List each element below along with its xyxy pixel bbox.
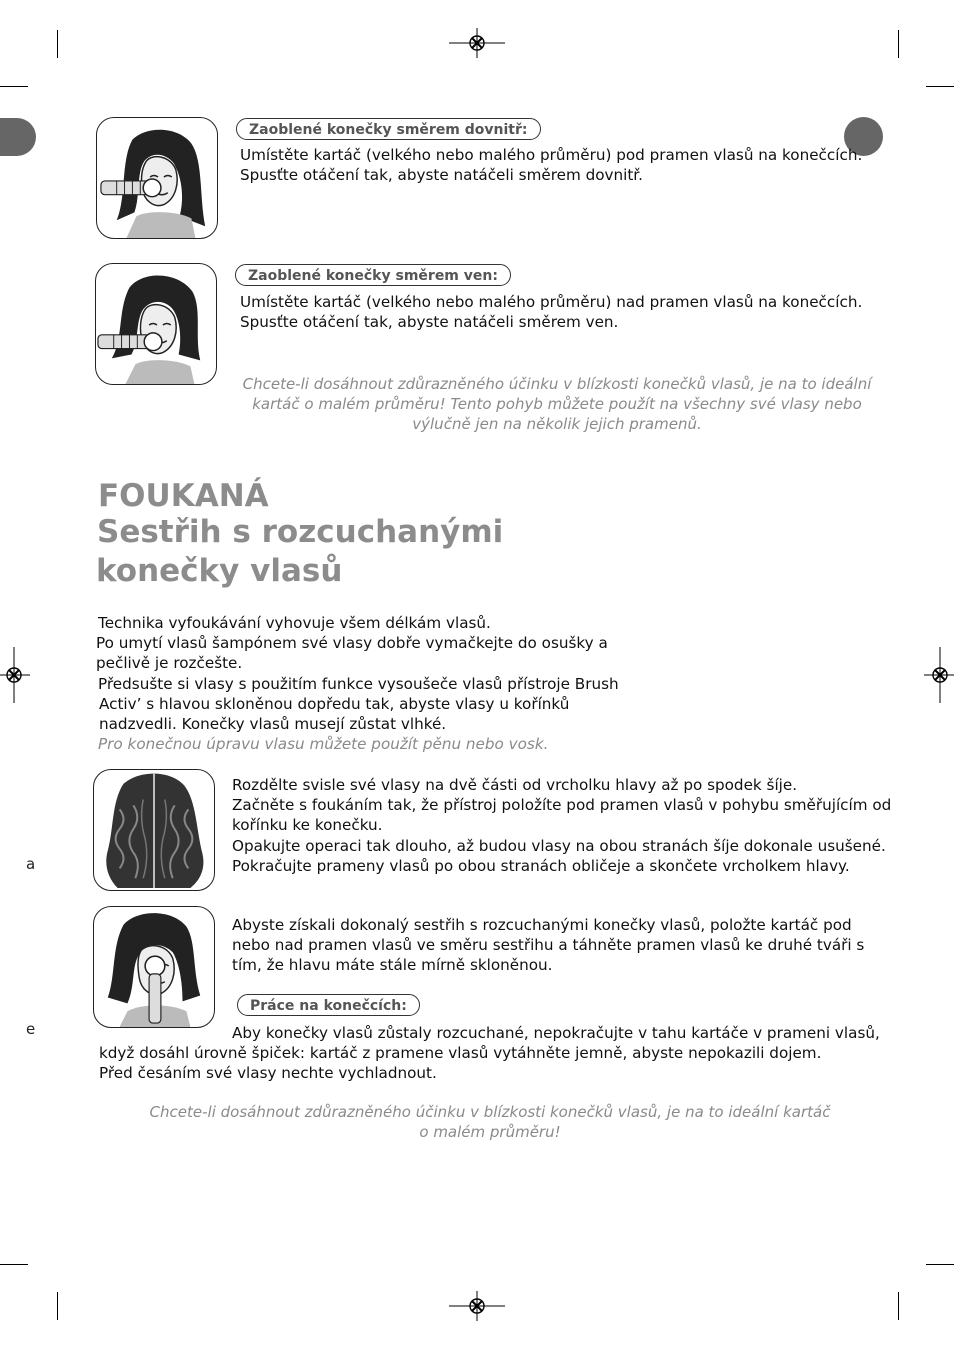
- ends-text-rest: [99, 1043, 821, 1083]
- illustration-curl-inward: [96, 117, 218, 239]
- intro-tip: Pro konečnou úpravu vlasu můžete použít pěnu nebo vosk.: [98, 735, 549, 754]
- ends-text-line1: Aby konečky vlasů zůstaly rozcuchané, nepokračujte v tahu kartáče v prameni vlasů,: [232, 1024, 880, 1042]
- text-line: když dosáhl úrovně špiček: kartáč z pramene vlasů vytáhněte jemně, abyste nepokazili dojem.: [99, 1044, 822, 1062]
- note-line: výlučně jen na několik jejich pramenů.: [412, 415, 702, 434]
- text-line: Umístěte kartáč (velkého nebo malého průměru) nad pramen vlasů na konečcích.: [240, 293, 863, 311]
- text-line: Spusťte otáčení tak, abyste natáčeli směrem dovnitř.: [240, 166, 643, 185]
- note-line: kartáč o malém průměru! Tento pohyb můžete použít na všechny své vlasy nebo: [252, 395, 862, 414]
- registration-target-left-icon: [0, 647, 30, 703]
- text-line: Předsušte si vlasy s použitím funkce vysoušeče vlasů přístroje Brush: [98, 674, 619, 693]
- note-line: Chcete-li dosáhnout zdůrazněného účinku v blízkosti konečků vlasů, je na to ideální kartáč: [149, 1103, 831, 1121]
- section-label-curl-outward: Zaoblené konečky směrem ven:: [235, 264, 511, 286]
- illustration-hair-back-parting: [93, 769, 215, 891]
- text-line: kořínku ke konečku.: [232, 816, 383, 835]
- left-page-tab: [0, 118, 36, 156]
- margin-letter: e: [26, 1020, 36, 1038]
- text-line: Pokračujte prameny vlasů po obou stranách obličeje a skončete vrcholkem hlavy.: [232, 856, 850, 875]
- text-line: Před česáním své vlasy nechte vychladnout.: [99, 1064, 437, 1083]
- illustration-tousled-ends: [93, 906, 215, 1028]
- registration-target-top-icon: [449, 28, 505, 58]
- text-line: nadzvedli. Konečky vlasů musejí zůstat vlhké.: [99, 715, 447, 734]
- section-heading: FOUKANÁ: [98, 478, 269, 514]
- tip-note-final: [120, 1102, 860, 1142]
- margin-letter: a: [26, 855, 36, 873]
- tip-note-small-brush: [220, 374, 894, 435]
- text-line: Začněte s foukáním tak, že přístroj položíte pod pramen vlasů v pohybu směřujícím od: [232, 796, 892, 815]
- section-text-curl-outward: [240, 292, 862, 332]
- note-line: o malém průměru!: [419, 1123, 561, 1142]
- section-subheading-line2: konečky vlasů: [96, 553, 343, 589]
- text-line: Po umytí vlasů šampónem své vlasy dobře vymačkejte do osušky a: [96, 634, 608, 653]
- registration-target-bottom-icon: [449, 1291, 505, 1321]
- text-line: Activ’ s hlavou skloněnou dopředu tak, abyste vlasy u kořínků: [99, 694, 570, 713]
- text-line: Umístěte kartáč (velkého nebo malého průměru) pod pramen vlasů na konečcích.: [240, 146, 863, 164]
- text-line: tím, že hlavu máte stále mírně skloněnou.: [232, 956, 553, 975]
- text-line: Spusťte otáčení tak, abyste natáčeli směrem ven.: [240, 313, 619, 332]
- text-line: Abyste získali dokonalý sestřih s rozcuchanými konečky vlasů, položte kartáč pod: [232, 916, 852, 934]
- section-label-work-on-ends: Práce na konečcích:: [237, 994, 420, 1016]
- section-label-curl-inward: Zaoblené konečky směrem dovnitř:: [236, 118, 541, 140]
- section-text-curl-inward: [240, 145, 862, 185]
- intro-text: [96, 613, 619, 754]
- section-subheading-line1: Sestřih s rozcuchanými: [97, 514, 504, 550]
- note-line: Chcete-li dosáhnout zdůrazněného účinku v blízkosti konečků vlasů, je na to ideální: [242, 375, 872, 393]
- text-line: nebo nad pramen vlasů ve směru sestřihu a táhněte pramen vlasů ke druhé tváři s: [232, 936, 865, 955]
- text-line: pečlivě je rozčešte.: [96, 654, 243, 673]
- text-line: Rozdělte svisle své vlasy na dvě části od vrcholku hlavy až po spodek šíje.: [232, 776, 798, 794]
- text-line: Technika vyfoukávání vyhovuje všem délkám vlasů.: [98, 614, 491, 632]
- text-line: Opakujte operaci tak dlouho, až budou vlasy na obou stranách šíje dokonale usušené.: [232, 836, 886, 855]
- step1-text: [232, 775, 891, 876]
- registration-target-right-icon: [924, 647, 954, 703]
- illustration-curl-outward: [95, 263, 217, 385]
- step2-text: [232, 915, 864, 976]
